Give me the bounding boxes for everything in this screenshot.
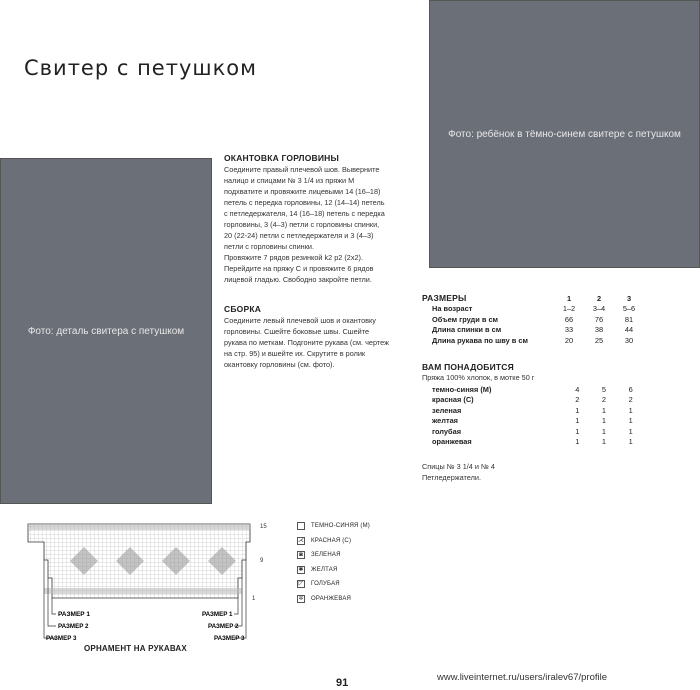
legend-label: КРАСНАЯ (С) xyxy=(311,537,352,544)
cell: 1 xyxy=(601,416,607,426)
cell: 81 xyxy=(624,314,634,324)
row-label: Длина спинки в см xyxy=(432,325,502,335)
legend-item xyxy=(297,548,370,563)
assembly-text xyxy=(224,315,424,370)
chart-legend xyxy=(297,519,370,606)
child-photo: Фото: ребёнок в тёмно-синем свитере с петушком xyxy=(429,0,700,268)
legend-label: ЖЕЛТАЯ xyxy=(311,566,338,573)
size-label: РАЗМЕР 3 xyxy=(46,635,77,642)
table-row xyxy=(422,314,644,325)
materials-intro: Пряжа 100% хлопок, в мотке 50 г xyxy=(422,373,535,382)
cell: 44 xyxy=(624,325,634,335)
page-title: Свитер с петушком xyxy=(24,56,257,80)
row-label: оранжевая xyxy=(432,437,472,447)
yellow-swatch-icon: ✱ xyxy=(298,566,304,573)
cell: 1 xyxy=(575,416,580,426)
neckband-text xyxy=(224,164,424,285)
text-line: горловины. Сшейте боковые швы. Сшейте xyxy=(224,327,370,336)
cell: 30 xyxy=(624,335,634,345)
needles-text: Спицы № 3 1/4 и № 4 xyxy=(422,462,495,471)
materials-table xyxy=(422,384,644,447)
text-line: Соедините левый плечевой шов и окантовку xyxy=(224,316,376,325)
cell: 1 xyxy=(628,426,633,436)
row-number: 9 xyxy=(260,558,264,564)
cell: 2 xyxy=(628,395,633,405)
legend-label: ОРАНЖЕВАЯ xyxy=(311,595,352,602)
table-row xyxy=(422,395,644,406)
text-line: окантовку горловины (см. фото). xyxy=(224,360,335,369)
text-line: на стр. 95) и вшейте их. Скрутите в ролик xyxy=(224,349,366,358)
cell: 4 xyxy=(575,384,580,394)
row-label: темно-синяя (М) xyxy=(432,384,492,394)
source-url[interactable]: www.liveinternet.ru/users/iralev67/profile xyxy=(437,672,608,683)
table-row xyxy=(422,325,644,336)
cell: 5 xyxy=(601,384,607,394)
text-line: горловины, 3 (4–3) петли с горловины спинки, xyxy=(224,220,380,229)
row-label: Длина рукава по шву в см xyxy=(432,335,528,345)
cell: 1 xyxy=(601,437,607,447)
table-row xyxy=(422,384,644,395)
holders-text: Петледержатели. xyxy=(422,473,481,482)
page-number: 91 xyxy=(336,677,349,689)
row-label: желтая xyxy=(432,416,458,426)
cell: 1 xyxy=(628,405,633,415)
cell: 2 xyxy=(575,395,580,405)
table-row xyxy=(422,416,644,427)
text-line: подхватите и провяжите лицевыми 14 (16–18) xyxy=(224,187,381,196)
legend-item xyxy=(297,577,370,592)
cell: 1 xyxy=(601,426,607,436)
assembly-heading: СБОРКА xyxy=(224,304,262,314)
row-number: 1 xyxy=(252,596,256,602)
assembly-section xyxy=(224,304,424,370)
size-label: РАЗМЕР 2 xyxy=(58,623,89,630)
cell: 1 xyxy=(575,426,580,436)
size-label: РАЗМЕР 3 xyxy=(214,635,245,642)
sizes-table xyxy=(422,293,644,346)
row-number: 15 xyxy=(260,524,267,530)
text-line: Провяжите 7 рядов резинкой k2 p2 (2x2). xyxy=(224,253,364,262)
legend-label: ЗЕЛЕНАЯ xyxy=(311,552,341,559)
cell: 33 xyxy=(564,325,574,335)
cell: 1 xyxy=(601,405,607,415)
text-line: петель с передка горловины, 12 (14–14) петель xyxy=(224,198,385,207)
table-row xyxy=(422,335,644,346)
table-row xyxy=(422,437,644,448)
materials-heading: ВАМ ПОНАДОБИТСЯ xyxy=(422,362,514,372)
chart-caption: ОРНАМЕНТ НА РУКАВАХ xyxy=(84,644,187,653)
cell: 1 xyxy=(575,437,580,447)
sizes-section xyxy=(422,293,662,346)
green-swatch-icon: ◙ xyxy=(297,551,305,559)
blue-swatch-icon: ◸ xyxy=(298,581,304,588)
cell: 1 xyxy=(628,416,633,426)
cell: 20 xyxy=(564,335,574,345)
cell: 3–4 xyxy=(592,304,606,314)
size-col-header: 1 xyxy=(566,293,572,303)
cell: 6 xyxy=(628,384,633,394)
orange-swatch-icon: ✲ xyxy=(298,595,304,602)
materials-section xyxy=(422,362,662,483)
row-label: голубая xyxy=(432,426,462,436)
cell: 1 xyxy=(628,437,633,447)
size-col-header: 2 xyxy=(596,293,602,303)
legend-label: ГОЛУБАЯ xyxy=(311,581,340,588)
neckband-section xyxy=(224,153,424,285)
sizes-heading: РАЗМЕРЫ xyxy=(422,293,467,304)
cell: 25 xyxy=(594,335,604,345)
text-line: с петледержателя, 14 (16–18) петель с передка xyxy=(224,209,385,218)
sleeve-ornament-chart xyxy=(22,518,272,648)
legend-label: ТЕМНО-СИНЯЯ (М) xyxy=(311,523,370,530)
legend-item xyxy=(297,563,370,578)
table-row xyxy=(422,304,644,315)
cell: 1–2 xyxy=(562,304,576,314)
size-label: РАЗМЕР 1 xyxy=(58,611,91,618)
sweater-detail-photo: Фото: деталь свитера с петушком xyxy=(0,158,212,504)
row-label: Объем груди в см xyxy=(432,314,499,324)
text-line: Перейдите на пряжу С и провяжите 6 рядов xyxy=(224,264,374,273)
red-swatch-icon: ⋌ xyxy=(298,537,305,544)
legend-item xyxy=(297,519,370,534)
size-label: РАЗМЕР 1 xyxy=(202,611,233,618)
cell: 38 xyxy=(594,325,604,335)
text-line: петли с горловины спинки. xyxy=(224,242,315,251)
text-line: рукава по меткам. Подгоните рукава (см. чертеж xyxy=(224,338,389,347)
cell: 1 xyxy=(575,405,580,415)
cell: 2 xyxy=(601,395,607,405)
cell: 66 xyxy=(564,314,574,324)
row-label: зеленая xyxy=(432,405,462,415)
size-label: РАЗМЕР 2 xyxy=(208,623,239,630)
neckband-heading: ОКАНТОВКА ГОРЛОВИНЫ xyxy=(224,153,340,163)
cell: 76 xyxy=(594,314,604,324)
legend-item xyxy=(297,534,370,549)
cell: 5–6 xyxy=(622,304,636,314)
text-line: 20 (22-24) петли с петледержателя и 3 (4–3) xyxy=(224,231,374,240)
text-line: Соедините правый плечевой шов. Выверните xyxy=(224,165,380,174)
legend-item xyxy=(297,592,370,607)
size-col-header: 3 xyxy=(626,293,632,303)
navy-swatch-icon xyxy=(297,522,305,530)
row-label: На возраст xyxy=(432,304,473,314)
row-label: красная (С) xyxy=(432,395,474,405)
text-line: налицо и спицами № 3 1/4 из пряжи М xyxy=(224,176,355,185)
table-row xyxy=(422,405,644,416)
text-line: лицевой гладью. Свободно закройте петли. xyxy=(224,275,372,284)
table-row xyxy=(422,426,644,437)
